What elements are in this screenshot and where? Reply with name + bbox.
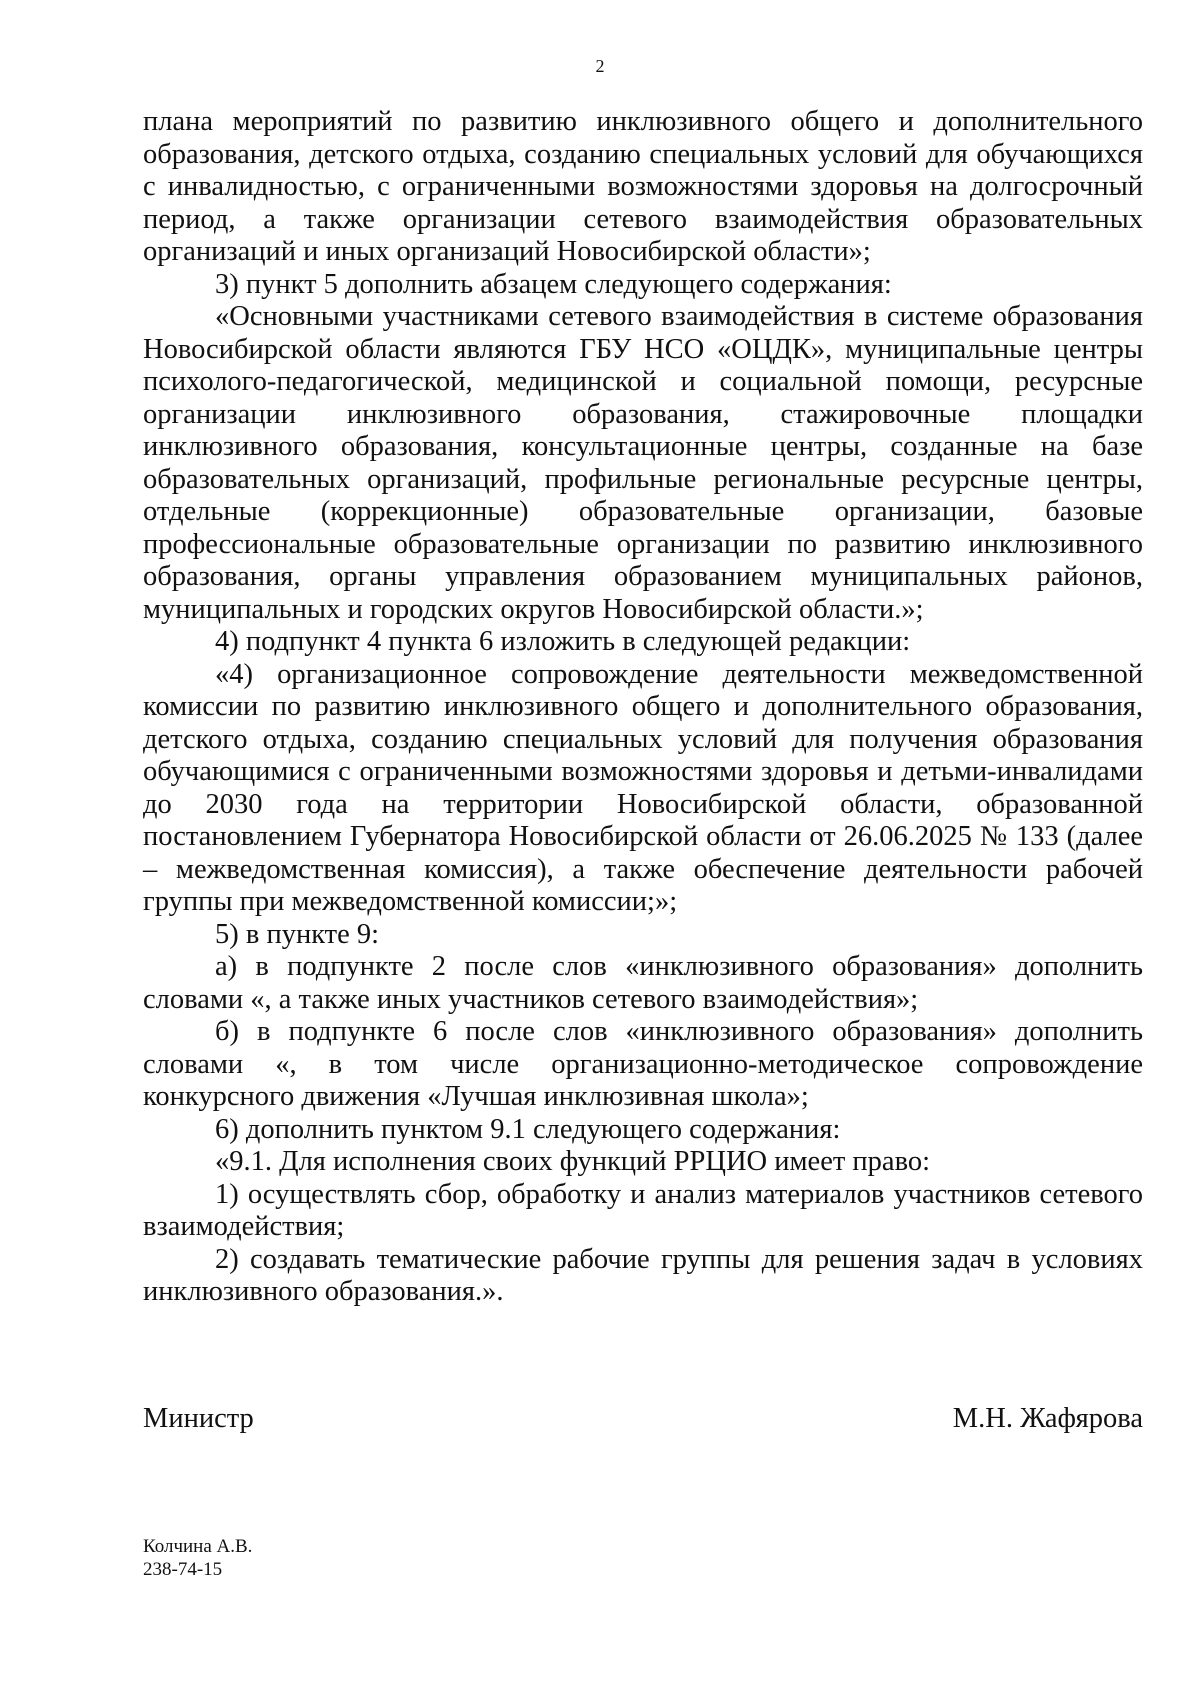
paragraph-network-participants: «Основными участниками сетевого взаимодействия в системе образования Новосибирской области являются ГБУ НСО «ОЦДК», муниципальные центры психолого-педагогической, медицинской и социальной помощи, ресурсные организации инклюзивного образования, стажировочные площадки инклюзивного образования, консультационные центры, созданные на базе образовательных организаций, профильные региональные ресурсные центры, отдельные (коррекционные) образовательные организации, базовые профессиональные образовательные организации по развитию инклюзивного образования, органы управления образованием муниципальных районов, муниципальных и городских округов Новосибирской области.»;	[143, 301, 1143, 625]
document-body	[143, 106, 1143, 1309]
executor-phone: 238-74-15	[143, 1559, 223, 1580]
paragraph-item-5a: а) в подпункте 2 после слов «инклюзивного образования» дополнить словами «, а также иных участников сетевого взаимодействия»;	[143, 951, 1143, 1015]
executor-block	[143, 1535, 252, 1581]
signatory-name: М.Н. Жафярова	[952, 1403, 1143, 1434]
paragraph-item-4: 4) подпункт 4 пункта 6 изложить в следующей редакции:	[215, 626, 911, 657]
paragraph-subitem-4-text: «4) организационное сопровождение деятельности межведомственной комиссии по развитию инклюзивного общего и дополнительного образования, детского отдыха, созданию специальных условий для получения образования обучающимися с ограниченными возможностями здоровья и детьми-инвалидами до 2030 года на территории Новосибирской области, образованной постановлением Губернатора Новосибирской области от 26.06.2025 № 133 (далее – межведомственная комиссия), а также обеспечение деятельности рабочей группы при межведомственной комиссии;»;	[143, 658, 1143, 917]
executor-name: Колчина А.В.	[143, 1536, 253, 1557]
signatory-title: Министр	[143, 1403, 254, 1434]
paragraph-plan-continuation: плана мероприятий по развитию инклюзивного общего и дополнительного образования, детского отдыха, созданию специальных условий для обучающихся с инвалидностью, с ограниченными возможностями здоровья на долгосрочный период, а также организации сетевого взаимодействия образовательных организаций и иных организаций Новосибирской области»;	[143, 106, 1143, 267]
paragraph-item-9-1: «9.1. Для исполнения своих функций РРЦИО имеет право:	[215, 1146, 931, 1177]
paragraph-right-1: 1) осуществлять сбор, обработку и анализ материалов участников сетевого взаимодействия;	[143, 1178, 1143, 1242]
page-number: 2	[595, 56, 605, 76]
paragraph-item-5b: б) в подпункте 6 после слов «инклюзивного образования» дополнить словами «, в том числе организационно-методическое сопровождение конкурсного движения «Лучшая инклюзивная школа»;	[143, 1016, 1143, 1112]
paragraph-item-3: 3) пункт 5 дополнить абзацем следующего содержания:	[215, 268, 892, 300]
paragraph-right-2: 2) создавать тематические рабочие группы для решения задач в условиях инклюзивного образования.».	[143, 1243, 1143, 1307]
paragraph-item-6: 6) дополнить пунктом 9.1 следующего содержания:	[215, 1113, 841, 1145]
paragraph-item-5: 5) в пункте 9:	[215, 918, 380, 950]
